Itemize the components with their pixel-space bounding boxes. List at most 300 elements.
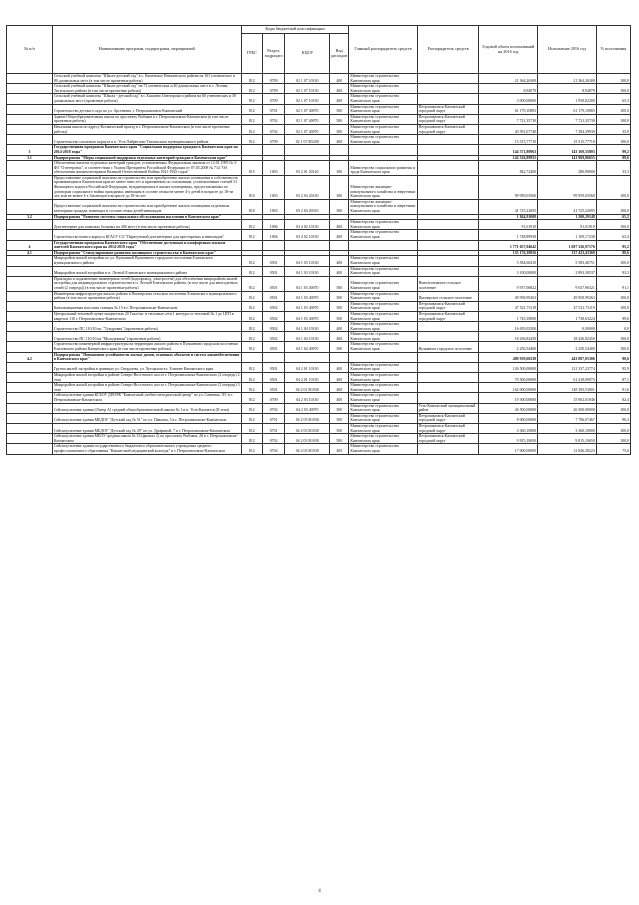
row-executed: 280,90000 bbox=[538, 161, 597, 176]
row-razdel: 0502 bbox=[262, 332, 284, 342]
row-pct: 100,0 bbox=[596, 434, 630, 444]
row-num bbox=[7, 332, 53, 342]
row-vid: 400 bbox=[330, 393, 349, 403]
row-pct: 100,0 bbox=[596, 256, 630, 266]
row-pct: 87,1 bbox=[596, 373, 630, 383]
row-recipient bbox=[417, 161, 479, 176]
table-row bbox=[7, 104, 631, 114]
program-row bbox=[7, 352, 631, 362]
row-name: Канализационная насосная станция № 15 в г. Петропавловске-Камчатском bbox=[52, 301, 241, 311]
row-pct: 100,0 bbox=[596, 175, 630, 199]
table-row bbox=[7, 434, 631, 444]
budget-table-sheet bbox=[6, 25, 631, 455]
row-pct: 91,1 bbox=[596, 276, 630, 291]
row-annual: 8,94079 bbox=[479, 84, 538, 94]
row-pct: 63,4 bbox=[596, 230, 630, 240]
row-vid: 400 bbox=[330, 84, 349, 94]
row-num bbox=[7, 199, 53, 214]
row-chief: Министерство строительства Камчатского края bbox=[349, 413, 417, 423]
row-chief: Министерство строительства Камчатского края bbox=[349, 104, 417, 114]
program-row bbox=[7, 240, 631, 250]
row-annual: 3 000,00000 bbox=[479, 94, 538, 104]
row-kcsr: 04 1 03 10130 bbox=[285, 266, 330, 276]
row-recipient bbox=[417, 256, 479, 266]
row-grbs: 812 bbox=[241, 135, 262, 145]
row-executed: 443 887,05386 bbox=[538, 352, 597, 362]
row-annual: 9 917,06822 bbox=[479, 276, 538, 291]
table-row bbox=[7, 342, 631, 352]
row-kcsr: 04 2 03 40070 bbox=[285, 403, 330, 413]
row-grbs: 812 bbox=[241, 291, 262, 301]
row-grbs: 812 bbox=[241, 220, 262, 230]
row-kcsr: 04 2 03 R1030 bbox=[285, 444, 330, 454]
table-row bbox=[7, 413, 631, 423]
row-name: Сейсмоусиление здания (Литер А) средней общеобразовательной школы № 3 в п. Усть-Камчатск (II этап) bbox=[52, 403, 241, 413]
row-kcsr: 02 1 07 10130 bbox=[285, 84, 330, 94]
row-razdel: 0709 bbox=[262, 84, 284, 94]
row-annual: 7 721,35730 bbox=[479, 114, 538, 124]
row-num bbox=[7, 383, 53, 393]
row-name: Сейсмоусиление здания КГБОУ ДПОРК "Камчатский учебно-методический центр" по ул. Савченко, 9/1 в г. Петропавловске-Камчатском bbox=[52, 393, 241, 403]
row-kcsr: 04 1 04 10130 bbox=[285, 332, 330, 342]
row-grbs: 812 bbox=[241, 311, 262, 321]
row-num bbox=[7, 276, 53, 291]
row-name: Строительство спального корпуса в п. Усть-Хайрюзово Тигильского муниципального района bbox=[52, 135, 241, 145]
row-name: Подпрограмма "Повышение устойчивости жилых домов, основных объектов и систем жизнеобеспечения в Камчатском крае" bbox=[53, 352, 240, 362]
row-name: Строительство ПС 110/10 кв. "Тундровая" (проектные работы) bbox=[52, 322, 241, 332]
row-razdel: 0501 bbox=[262, 276, 284, 291]
row-executed: 26 500,00000 bbox=[538, 403, 597, 413]
row-kcsr: 04 2 03 R1030 bbox=[285, 434, 330, 444]
row-num bbox=[7, 362, 53, 372]
row-recipient: Вулканное городское поселение bbox=[417, 342, 479, 352]
row-vid: 400 bbox=[330, 383, 349, 393]
row-grbs: 812 bbox=[241, 276, 262, 291]
row-chief: Министерство строительства Камчатского края bbox=[349, 84, 417, 94]
row-annual: 162 000,00000 bbox=[479, 383, 538, 393]
row-annual: 16 659,02500 bbox=[479, 322, 538, 332]
row-annual: 91,01910 bbox=[479, 220, 538, 230]
row-kcsr: 04 1 04 10130 bbox=[285, 322, 330, 332]
row-executed: 7 706,07467 bbox=[538, 413, 597, 423]
row-annual: 3 100,00000 bbox=[479, 266, 538, 276]
row-vid: 500 bbox=[330, 291, 349, 301]
row-num bbox=[7, 84, 53, 94]
row-grbs: 812 bbox=[241, 114, 262, 124]
row-executed: 3 360,10000 bbox=[538, 423, 597, 433]
row-pct: 88,6 bbox=[596, 250, 630, 256]
row-name: Государственная программа Камчатского края "Обеспечение доступным и комфортным жильем жителей Камчатского края на 2014-2018 годы" bbox=[52, 240, 241, 250]
row-name: Микрорайон жилой застройки в п. Лесной Елизовского муниципального района bbox=[52, 266, 241, 276]
row-num: 4.2 bbox=[7, 352, 53, 362]
row-grbs: 812 bbox=[241, 393, 262, 403]
row-recipient bbox=[417, 373, 479, 383]
row-recipient: Петропавловск-Камчатский городской округ bbox=[417, 423, 479, 433]
row-recipient bbox=[417, 383, 479, 393]
row-annual: 99 959,03560 bbox=[479, 175, 538, 199]
table-row bbox=[7, 301, 631, 311]
row-vid: 400 bbox=[330, 230, 349, 240]
row-chief: Министерство строительства Камчатского края bbox=[349, 393, 417, 403]
row-executed: 9 815,10650 bbox=[538, 434, 597, 444]
row-num: 3 bbox=[7, 145, 53, 155]
row-pct: 100,0 bbox=[596, 342, 630, 352]
row-executed: 47 521,73119 bbox=[538, 301, 597, 311]
row-pct: 100,0 bbox=[596, 84, 630, 94]
table-row bbox=[7, 199, 631, 214]
row-grbs: 812 bbox=[241, 444, 262, 454]
row-grbs: 812 bbox=[241, 423, 262, 433]
row-num bbox=[7, 423, 53, 433]
row-annual: 61 179,10883 bbox=[479, 104, 538, 114]
row-razdel: 1006 bbox=[262, 220, 284, 230]
row-executed: 141 969,06655 bbox=[538, 155, 597, 161]
row-recipient: Петропавловск-Камчатский городской округ bbox=[417, 311, 479, 321]
row-vid: 300 bbox=[330, 199, 349, 214]
row-name: Сейсмоусиление здания государственного бюджетного образовательного учреждения среднего профессионального образования "Камчатский медицинский колледж" в г. Петропавловске-Камчатском bbox=[52, 444, 241, 454]
row-recipient bbox=[417, 393, 479, 403]
row-recipient bbox=[417, 230, 479, 240]
row-chief bbox=[349, 240, 417, 250]
row-annual: 1 844,91008 bbox=[479, 214, 538, 220]
row-pct: 100,0 bbox=[596, 301, 630, 311]
row-chief: Министерство строительства Камчатского края bbox=[349, 276, 417, 291]
table-body bbox=[7, 74, 631, 455]
row-kcsr: 04 1 03 40070 bbox=[285, 291, 330, 301]
row-pct: 93,3 bbox=[596, 266, 630, 276]
row-vid: 500 bbox=[330, 276, 349, 291]
row-num bbox=[7, 114, 53, 124]
row-chief: Министерство строительства Камчатского края bbox=[349, 256, 417, 266]
row-executed: 0,00000 bbox=[538, 322, 597, 332]
row-name: Сейсмоусиление здания МБОУ средняя школа № 33 (филиал 2) по проспекту Рыбаков, 28 в г. Петропавловске-Камчатском bbox=[52, 434, 241, 444]
row-name: Микрорайон жилой застройки в районе Северо-Восточного шоссе г. Петропавловска-Камчатского (2 очередь) 2 этап bbox=[53, 373, 240, 382]
program-row bbox=[7, 145, 631, 155]
table-row bbox=[7, 230, 631, 240]
row-num: 3.2 bbox=[7, 214, 53, 220]
table-row bbox=[7, 403, 631, 413]
table-row bbox=[7, 74, 631, 84]
row-kcsr: 04 1 03 40070 bbox=[285, 301, 330, 311]
row-executed: 2 250,54400 bbox=[538, 342, 597, 352]
row-recipient bbox=[417, 74, 479, 84]
row-num bbox=[7, 104, 53, 114]
row-num: 3.1 bbox=[7, 155, 53, 161]
row-grbs: 812 bbox=[241, 104, 262, 114]
row-razdel: 0501 bbox=[262, 383, 284, 393]
row-chief bbox=[349, 352, 417, 362]
row-num bbox=[7, 266, 53, 276]
row-razdel: 1003 bbox=[262, 175, 284, 199]
row-grbs bbox=[241, 352, 262, 362]
row-recipient bbox=[417, 94, 479, 104]
row-chief: Министерство строительства Камчатского края bbox=[349, 423, 417, 433]
row-executed: 148 395,53001 bbox=[538, 383, 597, 393]
row-num bbox=[7, 444, 53, 454]
row-pct: 82,4 bbox=[596, 393, 630, 403]
row-razdel bbox=[262, 352, 284, 362]
row-razdel: 0709 bbox=[262, 135, 284, 145]
row-annual: 26 500,00000 bbox=[479, 403, 538, 413]
row-razdel: 0702 bbox=[262, 114, 284, 124]
row-annual: 20 591,07740 bbox=[479, 124, 538, 134]
row-chief: Министерство жилищно-коммунального хозяйства и энергетики Камчатского края bbox=[350, 199, 416, 214]
row-num bbox=[7, 434, 53, 444]
table-row bbox=[7, 311, 631, 321]
row-num bbox=[7, 373, 53, 383]
table-row bbox=[7, 373, 631, 383]
row-pct: 99,6 bbox=[596, 155, 630, 161]
row-chief: Министерство строительства Камчатского края bbox=[349, 301, 417, 311]
row-annual: 489 939,60238 bbox=[479, 352, 538, 362]
row-executed: 61 179,10883 bbox=[538, 104, 597, 114]
row-grbs: 812 bbox=[241, 124, 262, 134]
row-grbs: 812 bbox=[241, 332, 262, 342]
row-razdel: 0701 bbox=[262, 104, 284, 114]
row-chief: Министерство строительства Камчатского края bbox=[349, 124, 417, 134]
row-chief: Министерство строительства Камчатского края bbox=[349, 74, 417, 84]
row-vid: 400 bbox=[330, 74, 349, 84]
row-pct: 95,2 bbox=[596, 240, 630, 250]
codes-group-header: Коды бюджетной классификации bbox=[241, 26, 349, 34]
row-name: Сейсмоусиление здания МБДОУ "Детский сад № 29" по ул. Дрофиной, 7 в г. Петропавловске-Камчатском bbox=[52, 423, 241, 433]
row-kcsr: 03 4 02 10130 bbox=[285, 230, 330, 240]
table-row bbox=[7, 291, 631, 301]
row-chief: Министерство строительства Камчатского края bbox=[349, 114, 417, 124]
row-kcsr: 02 1 07 40070 bbox=[285, 104, 330, 114]
row-pct: 33,3 bbox=[596, 161, 630, 176]
row-pct: 100,0 bbox=[596, 423, 630, 433]
row-vid: 400 bbox=[330, 220, 349, 230]
row-name: Сельский учебный комплекс "Школа-детский сад" в с. Каменское Пенжинского района на 161 ученическое и 80 дошкольных мест (в том числе проектные работы) bbox=[52, 74, 241, 84]
row-chief: Министерство строительства Камчатского края bbox=[349, 322, 417, 332]
table-row bbox=[7, 362, 631, 372]
row-vid: 500 bbox=[330, 423, 349, 433]
row-kcsr: 04 2 01 10130 bbox=[285, 362, 330, 372]
row-num bbox=[7, 301, 53, 311]
row-grbs: 812 bbox=[241, 383, 262, 393]
row-executed: 7 721,35730 bbox=[538, 114, 597, 124]
row-vid: 400 bbox=[330, 373, 349, 383]
table-row bbox=[7, 276, 631, 291]
row-razdel: 0701 bbox=[262, 423, 284, 433]
row-pct: 100,0 bbox=[596, 403, 630, 413]
row-kcsr: 04 2 03 10130 bbox=[285, 393, 330, 403]
row-chief: Министерство строительства Камчатского края bbox=[349, 291, 417, 301]
row-executed: 99 959,03560 bbox=[538, 175, 597, 199]
row-num bbox=[7, 175, 53, 199]
row-name: Дом-интернат для пожилых больных на 400 мест (в том числе проектные работы) bbox=[52, 220, 241, 230]
row-razdel: 0709 bbox=[262, 74, 284, 84]
row-pct: 95,9 bbox=[596, 362, 630, 372]
row-name: Строительство инженерной инфраструктуры на территории жилого района в Пулканном городском поселении Елизовского района Камчатского края (в том числе проектные работы) bbox=[52, 342, 241, 352]
row-vid bbox=[330, 240, 349, 250]
row-name: Подпрограмма "Развитие системы социального обслуживания населения в Камчатском крае" bbox=[52, 214, 241, 220]
row-grbs: 812 bbox=[241, 94, 262, 104]
row-chief: Министерство строительства Камчатского края bbox=[349, 444, 417, 454]
row-annual: 18 436,82450 bbox=[479, 332, 538, 342]
row-executed: 8,94079 bbox=[538, 84, 597, 94]
row-name: Прокладка и подключение инженерных сетей (водопровод, электросети) для обеспечения микрорайона жилой застройки для индивидуального строительства в п. Лесной Елизовского района, (в том числе для многодетных семей (2 очередь)) (в том числе проектные работы) bbox=[52, 276, 241, 291]
row-grbs: 812 bbox=[241, 301, 262, 311]
row-num bbox=[7, 322, 53, 332]
row-annual: 41 725,22695 bbox=[479, 199, 538, 214]
row-executed: 1 958,02300 bbox=[538, 94, 597, 104]
row-annual: 19 300,00000 bbox=[479, 393, 538, 403]
row-grbs: 815 bbox=[241, 161, 262, 176]
row-vid: 500 bbox=[330, 104, 349, 114]
row-razdel: 0501 bbox=[262, 342, 284, 352]
row-chief: Министерство строительства Камчатского края bbox=[349, 311, 417, 321]
row-vid: 500 bbox=[330, 434, 349, 444]
row-vid: 500 bbox=[330, 114, 349, 124]
row-chief: Министерство социального развития и труда Камчатского края bbox=[349, 161, 417, 176]
row-name: Государственная программа Камчатского края "Социальная поддержка граждан в Камчатском крае на 2014-2018 годы" bbox=[52, 145, 241, 155]
row-executed: 1 687 326,97176 bbox=[538, 240, 597, 250]
row-razdel: 0501 bbox=[262, 373, 284, 383]
row-kcsr: 04 1 03 40070 bbox=[285, 276, 330, 291]
row-razdel: 0501 bbox=[262, 362, 284, 372]
row-grbs: 812 bbox=[241, 434, 262, 444]
row-name: Предоставление социальной выплаты на строительство или приобретение жилого помещения отдельным категориям граждан, имеющих в составе семьи детей-инвалидов bbox=[52, 199, 241, 214]
row-annual: 9 815,10650 bbox=[479, 434, 538, 444]
row-grbs bbox=[241, 240, 262, 250]
row-recipient: Петропавловск-Камчатский городской округ bbox=[417, 434, 479, 444]
table-row bbox=[7, 423, 631, 433]
row-kcsr: 04 2 01 R1030 bbox=[285, 383, 330, 393]
row-num bbox=[7, 342, 53, 352]
row-annual: 17 000,00000 bbox=[479, 444, 538, 454]
row-name: Строительство ПС 110/10 кв "Молодежная" (проектные работы) bbox=[52, 332, 241, 342]
row-razdel: 0702 bbox=[262, 434, 284, 444]
row-pct: 99,2 bbox=[596, 145, 630, 155]
row-annual: 144 371,80963 bbox=[479, 145, 538, 155]
row-name: Строительство детского сада по ул. Арсеньева, г. Петропавловск-Камчатский bbox=[52, 104, 241, 114]
table-row bbox=[7, 393, 631, 403]
row-vid: 300 bbox=[330, 175, 349, 199]
row-vid: 400 bbox=[330, 135, 349, 145]
row-kcsr: 03 2 04 20310 bbox=[285, 199, 330, 214]
row-name: Предоставление социальной выплаты на строительство или приобретение жилого помещения в собственность проживающим в Камчатском крае не менее пяти лет и признанным по основаниям, установленным статьей 51 Жилищного кодекса Российской Федерации, нуждающимися в жилых помещениях, предоставляемых по договорам социального найма гражданам, имеющим в составе семьи не менее 4-х детей в возрасте до 18-ти лет, или не менее 3-х близнецов в возрасте до 18-ти лет bbox=[52, 175, 241, 199]
col-num-header: № п/п bbox=[7, 26, 53, 74]
row-vid: 500 bbox=[330, 413, 349, 423]
col-annual-header: Годовой объем ассигнований на 2016 год bbox=[479, 26, 538, 74]
row-annual: 1 771 657,04642 bbox=[479, 240, 538, 250]
row-name: Сельский учебный комплекс "Школа - детский сад" в с.Хаилино Олюторского района на 60 ученических и 30 дошкольных мест (проектные работы) bbox=[52, 94, 241, 104]
row-annual: 5 584,60410 bbox=[479, 256, 538, 266]
row-pct: 65,2 bbox=[596, 214, 630, 220]
row-executed: 9 037,96321 bbox=[538, 276, 597, 291]
table-row bbox=[7, 135, 631, 145]
row-razdel: 0501 bbox=[262, 266, 284, 276]
table-row bbox=[7, 256, 631, 266]
row-executed: 143 169,35803 bbox=[538, 145, 597, 155]
row-executed: 1 738,63224 bbox=[538, 311, 597, 321]
row-name: Обеспечение жильем отдельных категорий граждан, установленных Федеральным законом от 12.01.1995 № 5-ФЗ "О ветеранах", в соответствии с Указом Президента Российской Федерации от 07.05.2008 № 714 "Об обеспечении жильем ветеранов Великой Отечественной Войны 1941-1945 годов" bbox=[52, 161, 241, 176]
row-recipient bbox=[417, 145, 479, 155]
col-vid-header: Вид расходов bbox=[330, 34, 349, 74]
row-annual: 3 360,10000 bbox=[479, 423, 538, 433]
row-recipient: Петропавловск-Камчатский городской округ bbox=[417, 104, 479, 114]
row-grbs: 810 bbox=[241, 199, 262, 214]
row-pct: 0,0 bbox=[596, 322, 630, 332]
row-executed: 7 384,39930 bbox=[538, 124, 597, 134]
row-executed: 1 109,17238 bbox=[538, 230, 597, 240]
row-razdel: 1003 bbox=[262, 199, 284, 214]
row-grbs: 812 bbox=[241, 74, 262, 84]
row-chief: Министерство строительства Камчатского края bbox=[349, 383, 417, 393]
row-vid: 400 bbox=[330, 266, 349, 276]
row-razdel: 0502 bbox=[262, 301, 284, 311]
row-grbs: 812 bbox=[241, 403, 262, 413]
row-razdel: 1003 bbox=[262, 161, 284, 176]
row-num bbox=[7, 230, 53, 240]
row-pct: 65,3 bbox=[596, 94, 630, 104]
row-name: Здание Общеобразовательная школа по проспекту Рыбаков в г. Петропавловске-Камчатском (в том числе проектные работы) bbox=[52, 114, 241, 124]
table-row bbox=[7, 220, 631, 230]
row-vid: 500 bbox=[330, 301, 349, 311]
row-kcsr: 03 2 01 20120 bbox=[285, 161, 330, 176]
row-pct: 96,3 bbox=[596, 413, 630, 423]
row-chief: Министерство строительства Камчатского края bbox=[349, 434, 417, 444]
row-grbs: 812 bbox=[241, 266, 262, 276]
row-chief: Министерство строительства Камчатского края bbox=[349, 135, 417, 145]
row-annual: 15 515,77710 bbox=[479, 135, 538, 145]
row-recipient bbox=[417, 175, 479, 199]
row-razdel: 1006 bbox=[262, 230, 284, 240]
row-name: Группа жилой застройки в границах ул. Свердлова, ул. Хуторская в г. Елизове Камчатского края bbox=[52, 362, 241, 372]
table-row bbox=[7, 383, 631, 393]
row-num bbox=[7, 161, 53, 176]
row-kcsr: 04 2 01 10130 bbox=[285, 373, 330, 383]
row-kcsr: 02 1 07 40070 bbox=[285, 114, 330, 124]
row-pct: 100,0 bbox=[596, 220, 630, 230]
col-recipient-header: Распорядитель средств bbox=[417, 26, 479, 74]
row-recipient bbox=[417, 266, 479, 276]
row-kcsr: 04 2 03 R1030 bbox=[285, 423, 330, 433]
row-recipient bbox=[417, 362, 479, 372]
table-row bbox=[7, 266, 631, 276]
row-kcsr bbox=[285, 352, 330, 362]
row-name: Сельский учебный комплекс "Школа-детский сад" на 72 ученических и 40 дошкольных мест в с. Лесная, Тигильского района (в том числе проектные работы) bbox=[52, 84, 241, 94]
row-vid bbox=[330, 352, 349, 362]
row-razdel: 0701 bbox=[262, 413, 284, 423]
row-chief: Министерство строительства Камчатского края bbox=[349, 403, 417, 413]
row-executed: 12 846,38223 bbox=[538, 444, 597, 454]
row-recipient: Пионерское сельское поселение bbox=[417, 291, 479, 301]
table-row bbox=[7, 94, 631, 104]
row-razdel: 0501 bbox=[262, 291, 284, 301]
row-vid: 300 bbox=[330, 161, 349, 176]
budget-table bbox=[6, 25, 631, 455]
row-kcsr: 02 1 07 10130 bbox=[285, 94, 330, 104]
row-razdel: 0502 bbox=[262, 311, 284, 321]
row-grbs: 812 bbox=[241, 84, 262, 94]
row-kcsr: 04 1 04 40070 bbox=[285, 342, 330, 352]
row-num bbox=[7, 74, 53, 84]
row-executed: 18 436,82450 bbox=[538, 332, 597, 342]
row-num: 4.1 bbox=[7, 250, 53, 256]
row-name: Подпрограмма "Стимулирование развития жилищного строительства в Камчатском крае" bbox=[52, 250, 241, 256]
row-num bbox=[7, 413, 53, 423]
row-vid: 500 bbox=[330, 342, 349, 352]
row-kcsr: 04 2 03 R1030 bbox=[285, 413, 330, 423]
row-annual: 8 000,00000 bbox=[479, 413, 538, 423]
row-chief: Министерство строительства Камчатского края bbox=[349, 94, 417, 104]
row-razdel bbox=[262, 145, 284, 155]
row-recipient: Новолесновское сельское поселение bbox=[417, 276, 479, 291]
row-pct: 100,0 bbox=[596, 114, 630, 124]
